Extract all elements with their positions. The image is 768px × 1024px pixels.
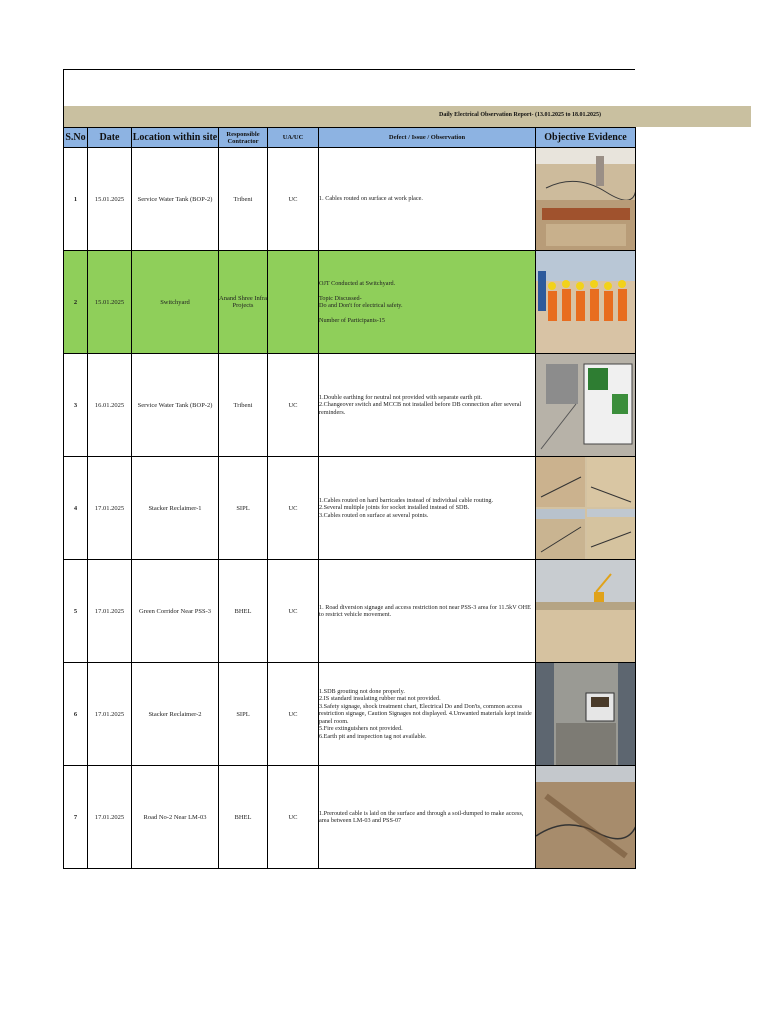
- header-evidence: Objective Evidence: [536, 128, 636, 148]
- observation-line: 3.Safety signage, shock treatment chart, Electrical Do and Don'ts, common access restriction signage, Caution Signages not displayed. 4.Unwanted materials kept inside panel room.: [319, 702, 532, 725]
- header-date: Date: [88, 128, 132, 148]
- evidence-photo: [536, 766, 636, 869]
- cell-contractor: Tribeni: [219, 148, 268, 251]
- header-sno: S.No: [64, 128, 88, 148]
- observation-line: 3.Cables routed on surface at several points.: [319, 511, 429, 519]
- sheet-header-area: [63, 69, 635, 107]
- table-row: [64, 148, 636, 251]
- observation-line: [319, 287, 535, 295]
- cell-observation: [319, 251, 536, 354]
- cell-contractor: BHEL: [219, 560, 268, 663]
- header-row: [64, 128, 636, 148]
- evidence-photo: [536, 560, 636, 663]
- observation-line: 1.SDB grouting not done properly.: [319, 687, 405, 695]
- cell-location: Stacker Reclaimer-1: [132, 457, 219, 560]
- cell-date: 15.01.2025: [88, 251, 132, 354]
- observation-line: 6.Earth pit and inspection tag not available.: [319, 732, 427, 740]
- observation-table: [63, 127, 636, 869]
- observation-line: 1. Cables routed on surface at work place.: [319, 195, 423, 203]
- evidence-photo: [536, 148, 636, 251]
- header-contractor: Responsible Contractor: [219, 128, 268, 148]
- cell-contractor: SIPL: [219, 457, 268, 560]
- observation-line: 5.Fire extinguishers not provided.: [319, 725, 403, 733]
- cell-contractor: Tribeni: [219, 354, 268, 457]
- cell-location: Road No-2 Near LM-03: [132, 766, 219, 869]
- header-observation: Defect / Issue / Observation: [319, 128, 536, 148]
- table-row: [64, 766, 636, 869]
- cell-date: 17.01.2025: [88, 457, 132, 560]
- cell-date: 16.01.2025: [88, 354, 132, 457]
- evidence-photo: [536, 354, 636, 457]
- evidence-photo: [536, 251, 636, 354]
- cell-sno: 7: [64, 766, 88, 869]
- header-uauc: UA/UC: [268, 128, 319, 148]
- cell-location: Service Water Tank (BOP-2): [132, 148, 219, 251]
- cell-uauc: UC: [268, 457, 319, 560]
- observation-line: 1.Cables routed on hard barricades instead of individual cable routing.: [319, 496, 494, 504]
- cell-date: 15.01.2025: [88, 148, 132, 251]
- observation-line: OJT Conducted at Switchyard.: [319, 279, 396, 287]
- header-location: Location within site: [132, 128, 219, 148]
- cell-uauc: UC: [268, 148, 319, 251]
- cell-observation: [319, 663, 536, 766]
- table-row: [64, 457, 636, 560]
- observation-line: 2.IS standard insulating rubber mat not provided.: [319, 695, 441, 703]
- cell-sno: 4: [64, 457, 88, 560]
- evidence-photo: [536, 457, 636, 560]
- table-row: [64, 354, 636, 457]
- observation-line: Topic Discussed-: [319, 294, 362, 302]
- cell-date: 17.01.2025: [88, 663, 132, 766]
- cell-location: Green Corridor Near PSS-3: [132, 560, 219, 663]
- report-title-bar: [63, 106, 751, 127]
- evidence-photo: [536, 663, 636, 766]
- cell-observation: [319, 457, 536, 560]
- cell-sno: 3: [64, 354, 88, 457]
- cell-observation: [319, 560, 536, 663]
- cell-uauc: UC: [268, 560, 319, 663]
- table-row: [64, 560, 636, 663]
- observation-line: [319, 310, 535, 318]
- cell-contractor: Anand Shree Infra Projects: [219, 251, 268, 354]
- observation-line: 1. Road diversion signage and access restriction not near PSS-3 area for 11.5kV OHE to restrict vehicle movement.: [319, 603, 531, 618]
- cell-sno: 2: [64, 251, 88, 354]
- observation-line: 1.Double earthing for neutral not provided with separate earth pit.: [319, 393, 483, 401]
- cell-uauc: UC: [268, 354, 319, 457]
- observation-line: 2.Changeover switch and MCCB not installed before DB connection after several reminders.: [319, 401, 522, 416]
- cell-location: Service Water Tank (BOP-2): [132, 354, 219, 457]
- cell-sno: 5: [64, 560, 88, 663]
- table-row: [64, 663, 636, 766]
- cell-sno: 1: [64, 148, 88, 251]
- observation-line: Number of Participants-15: [319, 317, 385, 324]
- cell-location: Stacker Reclaimer-2: [132, 663, 219, 766]
- cell-sno: 6: [64, 663, 88, 766]
- cell-observation: [319, 766, 536, 869]
- observation-line: Do and Don't for electrical safety.: [319, 302, 403, 309]
- cell-contractor: SIPL: [219, 663, 268, 766]
- report-title: Daily Electrical Observation Report- (13.01.2025 to 18.01.2025): [439, 112, 601, 118]
- cell-date: 17.01.2025: [88, 560, 132, 663]
- cell-location: Switchyard: [132, 251, 219, 354]
- observation-line: 1.Prerouted cable is laid on the surface and through a soil-dumped to make access, area between LM-03 and PSS-07: [319, 809, 524, 824]
- observation-line: 2.Several multiple joints for socket installed instead of SDB.: [319, 504, 470, 512]
- table-row: [64, 251, 636, 354]
- cell-date: 17.01.2025: [88, 766, 132, 869]
- cell-uauc: [268, 251, 319, 354]
- cell-observation: [319, 148, 536, 251]
- cell-uauc: UC: [268, 766, 319, 869]
- cell-contractor: BHEL: [219, 766, 268, 869]
- cell-uauc: UC: [268, 663, 319, 766]
- blank-header-row: [63, 69, 635, 107]
- cell-observation: [319, 354, 536, 457]
